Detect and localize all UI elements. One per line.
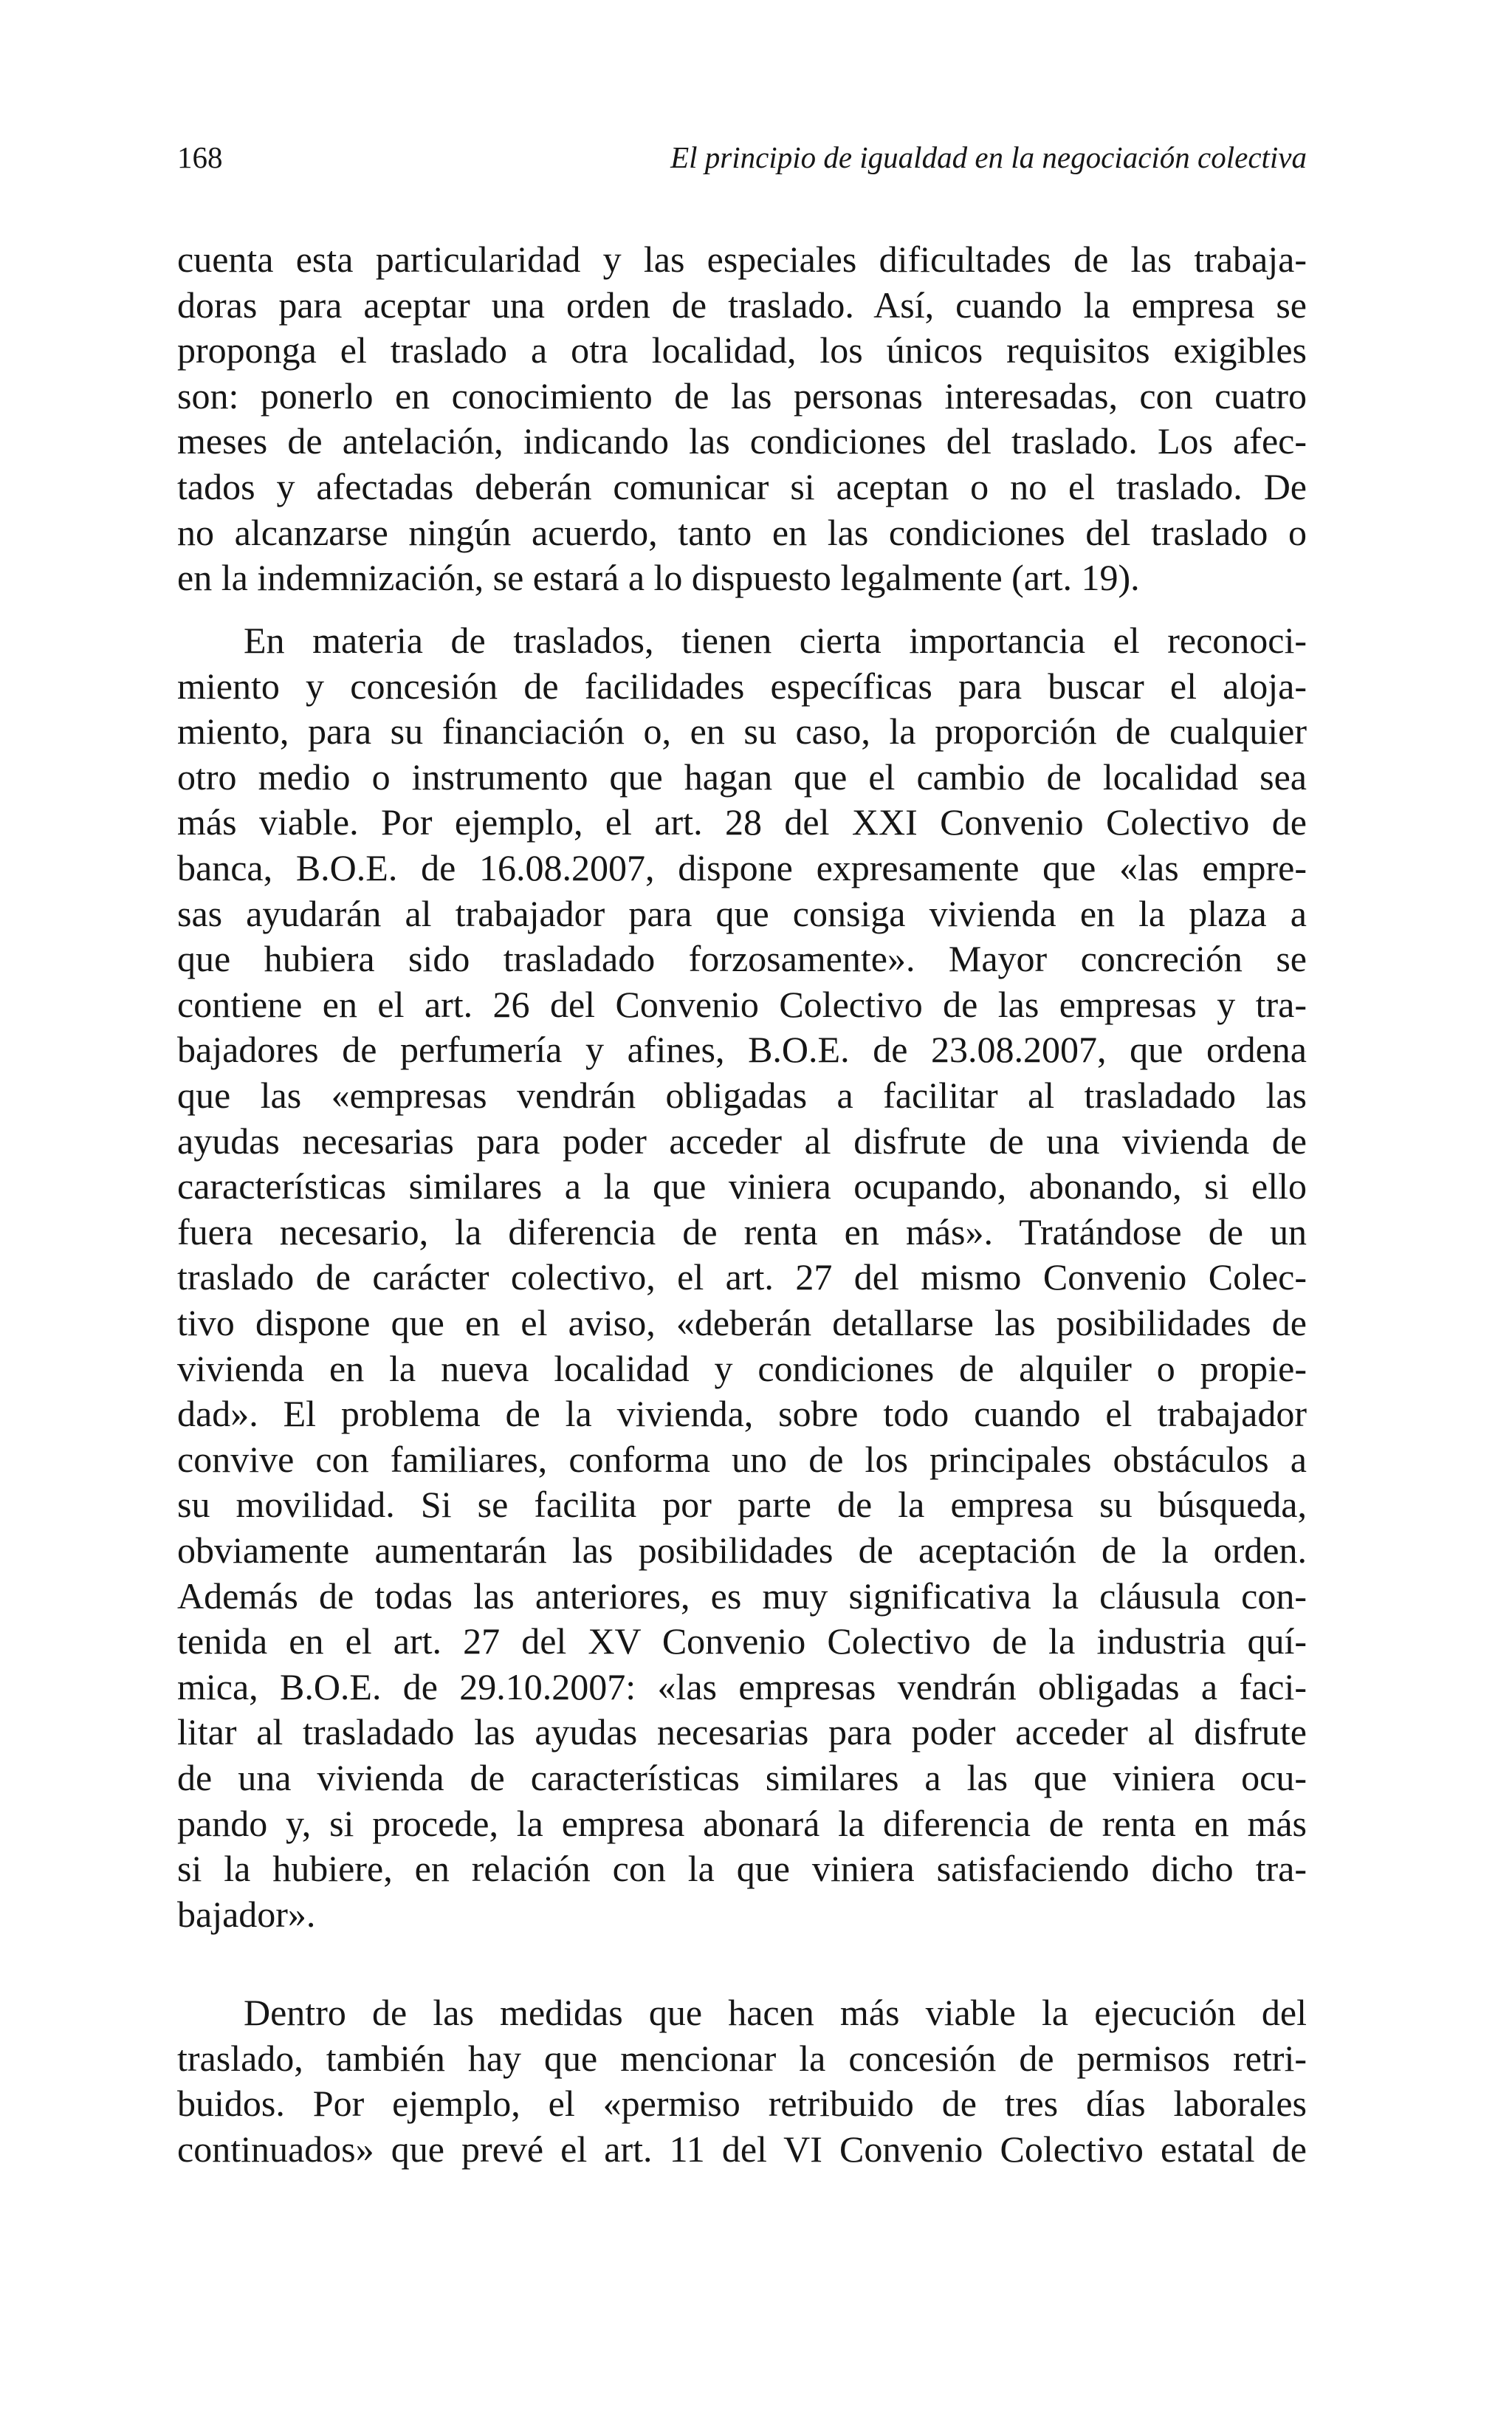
text-line: obviamente aumentarán las posibilidades de aceptación de la orden.: [177, 1529, 1307, 1571]
text-line: cuenta esta particularidad y las especiales dificultades de las trabaja-: [177, 239, 1307, 280]
running-title: El principio de igualdad en la negociación colectiva: [670, 140, 1307, 174]
text-line: bajador».: [177, 1894, 316, 1935]
text-line: Dentro de las medidas que hacen más viable la ejecución del: [244, 1992, 1307, 2033]
text-line: más viable. Por ejemplo, el art. 28 del XXI Convenio Colectivo de: [177, 801, 1307, 843]
text-line: tivo dispone que en el aviso, «deberán detallarse las posibilidades de: [177, 1302, 1307, 1343]
text-line: no alcanzarse ningún acuerdo, tanto en las condiciones del traslado o: [177, 512, 1307, 553]
text-line: contiene en el art. 26 del Convenio Colectivo de las empresas y tra-: [177, 984, 1307, 1025]
text-line: miento, para su financiación o, en su caso, la proporción de cualquier: [177, 710, 1307, 752]
text-line: miento y concesión de facilidades específicas para buscar el aloja-: [177, 665, 1307, 707]
text-line: En materia de traslados, tienen cierta importancia el reconoci-: [244, 620, 1307, 661]
text-line: buidos. Por ejemplo, el «permiso retribuido de tres días laborales: [177, 2083, 1307, 2124]
text-line: traslado, también hay que mencionar la concesión de permisos retri-: [177, 2038, 1307, 2079]
text-line: tenida en el art. 27 del XV Convenio Colectivo de la industria quí-: [177, 1620, 1307, 1662]
text-line: banca, B.O.E. de 16.08.2007, dispone expresamente que «las empre-: [177, 847, 1307, 888]
text-line: vivienda en la nueva localidad y condiciones de alquiler o propie-: [177, 1348, 1307, 1389]
text-line: dad». El problema de la vivienda, sobre todo cuando el trabajador: [177, 1393, 1307, 1434]
text-line: convive con familiares, conforma uno de los principales obstáculos a: [177, 1439, 1307, 1480]
text-line: su movilidad. Si se facilita por parte de la empresa su búsqueda,: [177, 1484, 1307, 1525]
page-number: 168: [177, 140, 223, 174]
text-line: características similares a la que viniera ocupando, abonando, si ello: [177, 1165, 1307, 1207]
text-line: meses de antelación, indicando las condiciones del traslado. Los afec-: [177, 420, 1307, 462]
text-line: que las «empresas vendrán obligadas a facilitar al trasladado las: [177, 1075, 1307, 1116]
text-line: otro medio o instrumento que hagan que el cambio de localidad sea: [177, 756, 1307, 798]
text-line: pando y, si procede, la empresa abonará la diferencia de renta en más: [177, 1803, 1307, 1844]
text-line: doras para aceptar una orden de traslado. Así, cuando la empresa se: [177, 284, 1307, 326]
text-line: Además de todas las anteriores, es muy significativa la cláusula con-: [177, 1575, 1307, 1617]
text-line: litar al trasladado las ayudas necesarias para poder acceder al disfrute: [177, 1711, 1307, 1753]
text-line: sas ayudarán al trabajador para que consiga vivienda en la plaza a: [177, 893, 1307, 934]
text-line: bajadores de perfumería y afines, B.O.E. de 23.08.2007, que ordena: [177, 1029, 1307, 1070]
text-line: tados y afectadas deberán comunicar si aceptan o no el traslado. De: [177, 466, 1307, 507]
text-line: fuera necesario, la diferencia de renta en más». Tratándose de un: [177, 1211, 1307, 1253]
page-header: [177, 135, 1307, 179]
text-line: si la hubiere, en relación con la que viniera satisfaciendo dicho tra-: [177, 1848, 1307, 1889]
text-line: son: ponerlo en conocimiento de las personas interesadas, con cuatro: [177, 375, 1307, 417]
text-line: continuados» que prevé el art. 11 del VI Convenio Colectivo estatal de: [177, 2128, 1307, 2170]
text-line: ayudas necesarias para poder acceder al disfrute de una vivienda de: [177, 1120, 1307, 1162]
text-line: de una vivienda de características similares a las que viniera ocu-: [177, 1757, 1307, 1798]
text-line: proponga el traslado a otra localidad, los únicos requisitos exigibles: [177, 329, 1307, 371]
text-line: mica, B.O.E. de 29.10.2007: «las empresas vendrán obligadas a faci-: [177, 1666, 1307, 1707]
text-line: traslado de carácter colectivo, el art. 27 del mismo Convenio Colec-: [177, 1256, 1307, 1298]
text-line: en la indemnización, se estará a lo dispuesto legalmente (art. 19).: [177, 557, 1140, 598]
text-line: que hubiera sido trasladado forzosamente». Mayor concreción se: [177, 938, 1307, 979]
